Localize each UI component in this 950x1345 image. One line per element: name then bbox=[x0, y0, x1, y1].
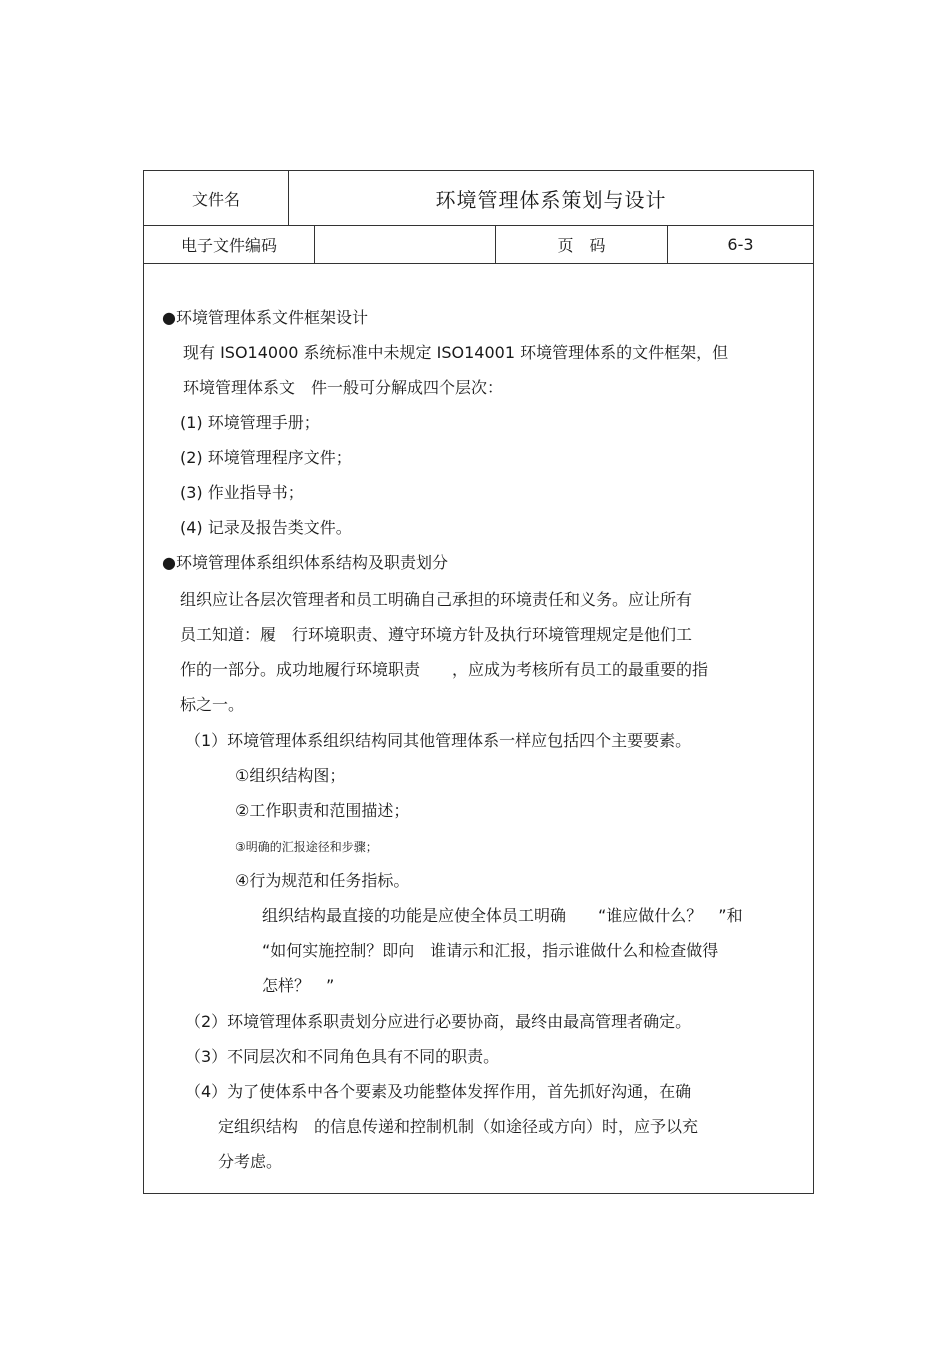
page-label: 页 码 bbox=[496, 226, 668, 263]
list-item: (1) 环境管理手册； bbox=[180, 413, 320, 432]
code-label: 电子文件编码 bbox=[144, 226, 315, 263]
paragraph-line: 组织结构最直接的功能是应使全体员工明确 “谁应做什么？ ”和 bbox=[262, 906, 743, 925]
numbered-item: （4）为了使体系中各个要素及功能整体发挥作用，首先抓好沟通，在确 bbox=[185, 1082, 692, 1101]
paragraph-line: 环境管理体系文 件一般可分解成四个层次： bbox=[183, 378, 504, 397]
paragraph-line: 定组织结构 的信息传递和控制机制（如途径或方向）时，应予以充 bbox=[218, 1117, 699, 1136]
circled-item: ②工作职责和范围描述； bbox=[235, 801, 410, 820]
code-value bbox=[315, 226, 496, 263]
list-item: (3) 作业指导书； bbox=[180, 483, 304, 502]
header-row-meta bbox=[144, 226, 813, 264]
paragraph-line: 现有 ISO14000 系统标准中未规定 ISO14001 环境管理体系的文件框架，但 bbox=[183, 343, 729, 362]
section-heading: ●环境管理体系文件框架设计 bbox=[162, 308, 368, 327]
paragraph-line: 员工知道：履 行环境职责、遵守环境方针及执行环境管理规定是他们工 bbox=[180, 625, 693, 644]
circled-item: ①组织结构图； bbox=[235, 766, 346, 785]
circled-item: ③明确的汇报途径和步骤； bbox=[235, 840, 378, 854]
header-row-title bbox=[144, 171, 813, 226]
paragraph-line: 标之一。 bbox=[180, 695, 245, 714]
paragraph-line: 怎样？ ” bbox=[262, 976, 335, 995]
section-heading: ●环境管理体系组织体系结构及职责划分 bbox=[162, 553, 448, 572]
numbered-item: （1）环境管理体系组织结构同其他管理体系一样应包括四个主要要素。 bbox=[185, 731, 692, 750]
numbered-item: （3）不同层次和不同角色具有不同的职责。 bbox=[185, 1047, 500, 1066]
paragraph-line: 作的一部分。成功地履行环境职责 ，应成为考核所有员工的最重要的指 bbox=[180, 660, 709, 679]
file-name-label: 文件名 bbox=[144, 171, 289, 225]
page-value: 6-3 bbox=[727, 235, 754, 254]
numbered-item: （2）环境管理体系职责划分应进行必要协商，最终由最高管理者确定。 bbox=[185, 1012, 692, 1031]
circled-item: ④行为规范和任务指标。 bbox=[235, 871, 410, 890]
list-item: (2) 环境管理程序文件； bbox=[180, 448, 352, 467]
paragraph-line: “如何实施控制？即向 谁请示和汇报，指示谁做什么和检查做得 bbox=[262, 941, 719, 960]
list-item: (4) 记录及报告类文件。 bbox=[180, 518, 352, 537]
paragraph-line: 组织应让各层次管理者和员工明确自己承担的环境责任和义务。应让所有 bbox=[180, 590, 693, 609]
paragraph-line: 分考虑。 bbox=[218, 1152, 283, 1171]
document-title: 环境管理体系策划与设计 bbox=[435, 187, 667, 212]
